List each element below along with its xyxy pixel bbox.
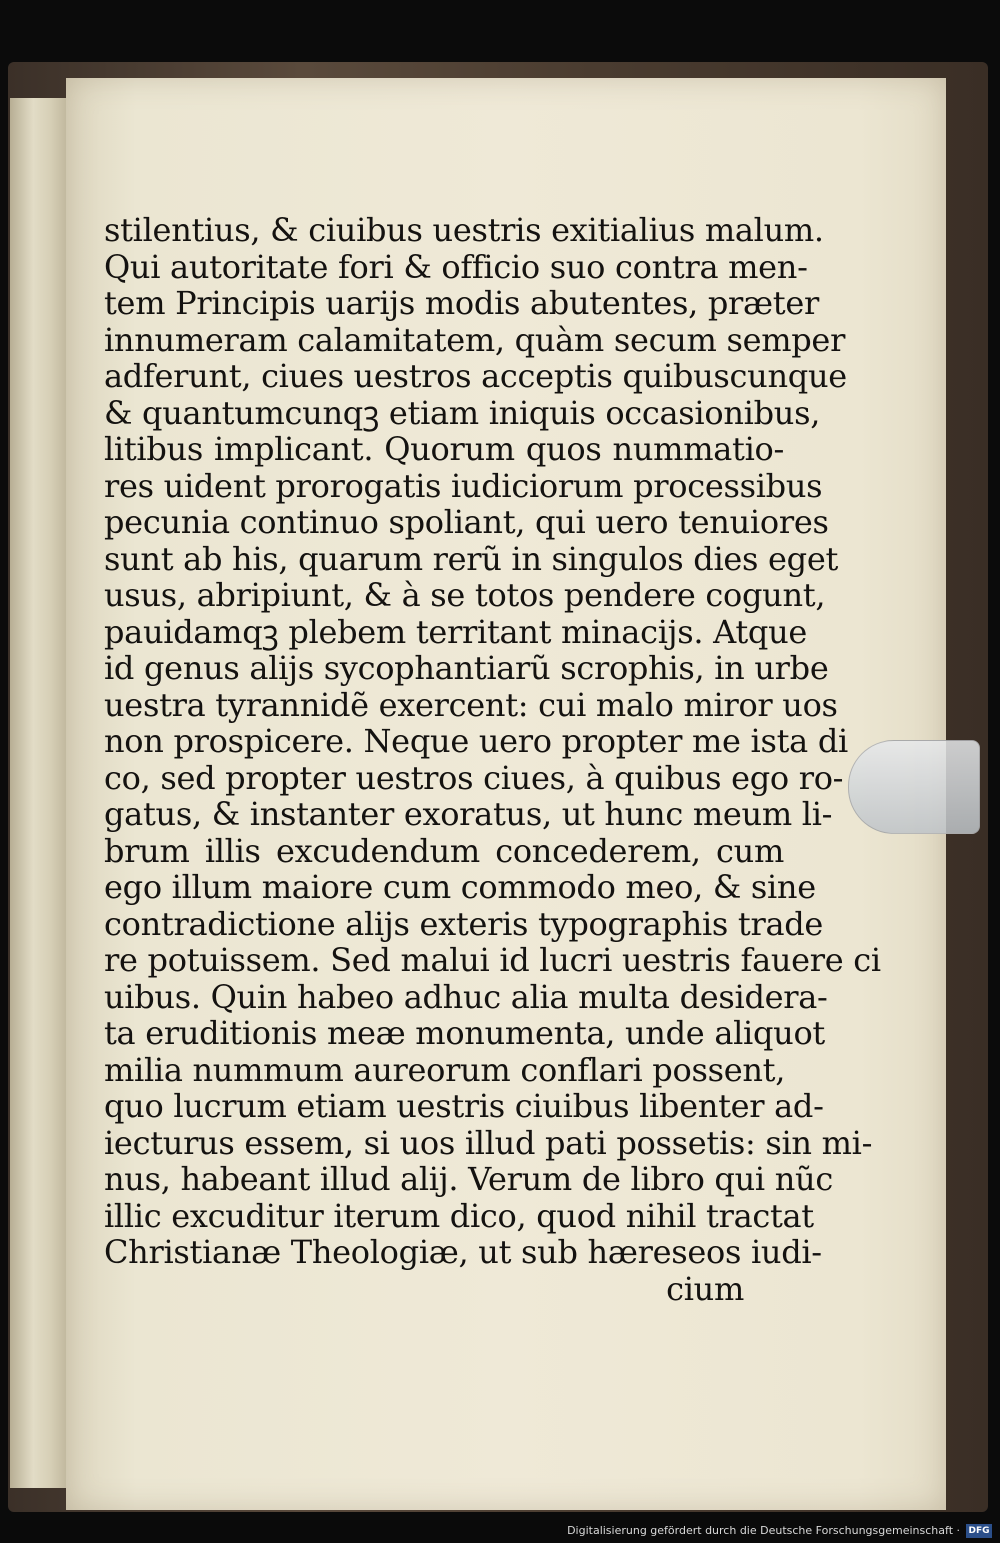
text-line: non prospicere. Neque uero propter me ista di — [104, 722, 848, 760]
text-line: stilentius, & ciuibus uestris exitialius malum. — [104, 211, 824, 249]
text-line: tem Principis uarijs modis abutentes, præter — [104, 284, 820, 322]
text-line: iecturus essem, si uos illud pati possetis: sin mi- — [104, 1123, 873, 1162]
text-line: uestra tyrannidẽ exercent: cui malo miror uos — [104, 685, 838, 724]
footer-bar — [0, 1520, 1000, 1543]
text-line: ta eruditionis meæ monumenta, unde aliquot — [104, 1014, 825, 1052]
catchword: cium — [666, 1269, 744, 1308]
text-line: pauidamqꝫ plebem territant minacijs. Atque — [104, 612, 808, 651]
text-line: ego illum maiore cum commodo meo, & sine — [104, 868, 816, 906]
text-line: nus, habeant illud alij. Verum de libro qui nũc — [104, 1160, 833, 1198]
text-line: innumeram calamitatem, quàm secum semper — [104, 320, 846, 359]
text-line: re potuissem. Sed malui id lucri uestris fauere ci — [104, 941, 881, 979]
text-line: usus, abripiunt, & à se totos pendere cogunt, — [104, 576, 826, 614]
text-line: res uident prorogatis iudiciorum processibus — [104, 466, 823, 505]
text-line: contradictione alijs exteris typographis trade — [104, 904, 824, 943]
text-line: & quantumcunqꝫ etiam iniquis occasionibus, — [104, 393, 821, 432]
dfg-logo-icon: DFG — [966, 1524, 992, 1538]
text-line: Christianæ Theologiæ, ut sub hæreseos iudi- — [104, 1233, 822, 1271]
text-line: litibus implicant. Quorum quos nummatio- — [104, 430, 784, 468]
text-line: illic excuditur iterum dico, quod nihil tractat — [104, 1196, 814, 1235]
funding-credit: Digitalisierung gefördert durch die Deutsche Forschungsgemeinschaft · — [567, 1524, 960, 1537]
text-line: brum illis excudendum concederem, cum — [104, 831, 784, 870]
text-line: Qui autoritate fori & officio suo contra men- — [104, 247, 808, 286]
text-line: uibus. Quin habeo adhuc alia multa desidera- — [104, 977, 828, 1016]
text-line: co, sed propter uestros ciues, à quibus ego ro- — [104, 758, 844, 797]
page-clip — [848, 740, 980, 834]
text-line: milia nummum aureorum conflari possent, — [104, 1050, 786, 1089]
left-page-edge — [10, 98, 68, 1488]
text-line: gatus, & instanter exoratus, ut hunc meum li- — [104, 795, 833, 833]
text-line: adferunt, ciues uestros acceptis quibuscunque — [104, 357, 847, 395]
text-line: id genus alijs sycophantiarũ scrophis, in urbe — [104, 649, 829, 687]
page-text — [104, 211, 881, 1308]
text-line: pecunia continuo spoliant, qui uero tenuiores — [104, 503, 829, 541]
text-line: quo lucrum etiam uestris ciuibus libenter ad- — [104, 1087, 824, 1125]
text-line: sunt ab his, quarum rerũ in singulos dies eget — [104, 539, 839, 578]
